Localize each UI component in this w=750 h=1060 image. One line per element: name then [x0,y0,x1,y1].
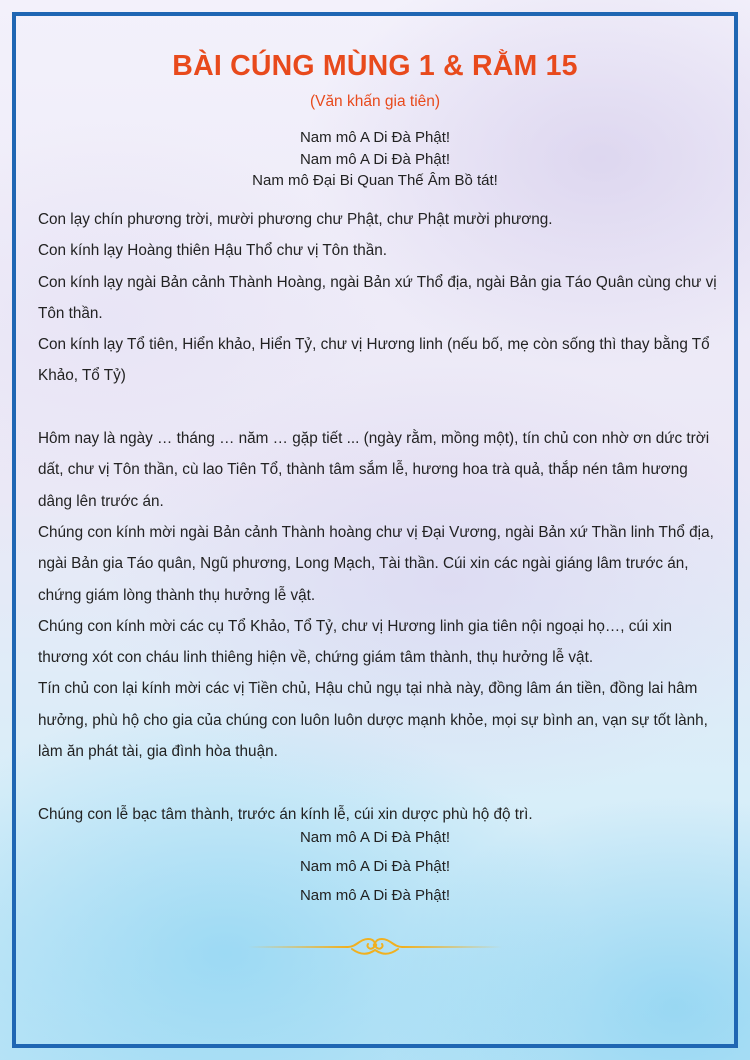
prayer-paragraph: Chúng con lễ bạc tâm thành, trước án kính lễ, cúi xin dược phù hộ độ trì. [38,805,533,823]
prayer-paragraph: Hôm nay là ngày … tháng … năm … gặp tiết ... (ngày rằm, mồng một), tín chủ con nhờ ơn dức trời dất, chư vị Tôn thần, cù lao Tiên Tổ, thành tâm sắm lễ, hương hoa trà quả, thắp nén tâm hương dâng lên trước án. [38,430,710,510]
invocation-line: Nam mô A Di Đà Phật! [299,129,451,146]
closing-line: Nam mô A Di Đà Phật! [299,887,451,904]
prayer-paragraph: Chúng con kính mời các cụ Tổ Khảo, Tổ Tỷ, chư vị Hương linh gia tiên nội ngoại họ…, cúi xin thương xót con cháu linh thiêng hiện về, chứng giám tâm thành, thụ hưởng lễ vật. [38,617,673,667]
opening-invocation [0,127,750,192]
paragraph-spacer [38,392,718,423]
closing-line: Nam mô A Di Đà Phật! [299,858,451,875]
page-title: BÀI CÚNG MÙNG 1 & RẰM 15 [172,50,578,82]
gold-swirl-divider-icon [248,933,502,961]
prayer-paragraph: Tín chủ con lại kính mời các vị Tiền chủ, Hậu chủ ngụ tại nhà này, đồng lâm án tiền, đồng lai hâm hưởng, phù hộ cho gia của chúng con luôn luôn dược mạnh khỏe, mọi sự bình an, vạn sự tốt lành, làm ăn phát tài, gia đình hòa thuận. [38,680,708,761]
prayer-paragraph: Con kính lạy ngài Bản cảnh Thành Hoàng, ngài Bản xứ Thổ địa, ngài Bản gia Táo Quân cùng chư vị Tôn thần. [38,273,717,322]
prayer-paragraph: Chúng con kính mời ngài Bản cảnh Thành hoàng chư vị Đại Vương, ngài Bản xứ Thần linh Thổ địa, ngài Bản gia Táo quân, Ngũ phương, Long Mạch, Tài thần. Cúi xin các ngài giáng lâm trước án, chứng giám lòng thành thụ hưởng lễ vật. [38,523,714,604]
prayer-body [38,204,718,830]
prayer-paragraph: Con kính lạy Hoàng thiên Hậu Thổ chư vị Tôn thần. [38,242,387,260]
paragraph-spacer [38,767,718,798]
prayer-paragraph: Con lạy chín phương trời, mười phương chư Phật, chư Phật mười phương. [38,211,553,228]
invocation-line: Nam mô Đại Bi Quan Thế Âm Bồ tát! [252,172,498,189]
closing-invocation [0,823,750,910]
page-subtitle: (Văn khấn gia tiên) [309,93,441,110]
closing-line: Nam mô A Di Đà Phật! [299,829,451,846]
prayer-paragraph: Con kính lạy Tổ tiên, Hiển khảo, Hiển Tỷ, chư vị Hương linh (nếu bố, mẹ còn sống thì thay bằng Tổ Khảo, Tổ Tỷ) [38,336,710,385]
invocation-line: Nam mô A Di Đà Phật! [299,150,451,168]
